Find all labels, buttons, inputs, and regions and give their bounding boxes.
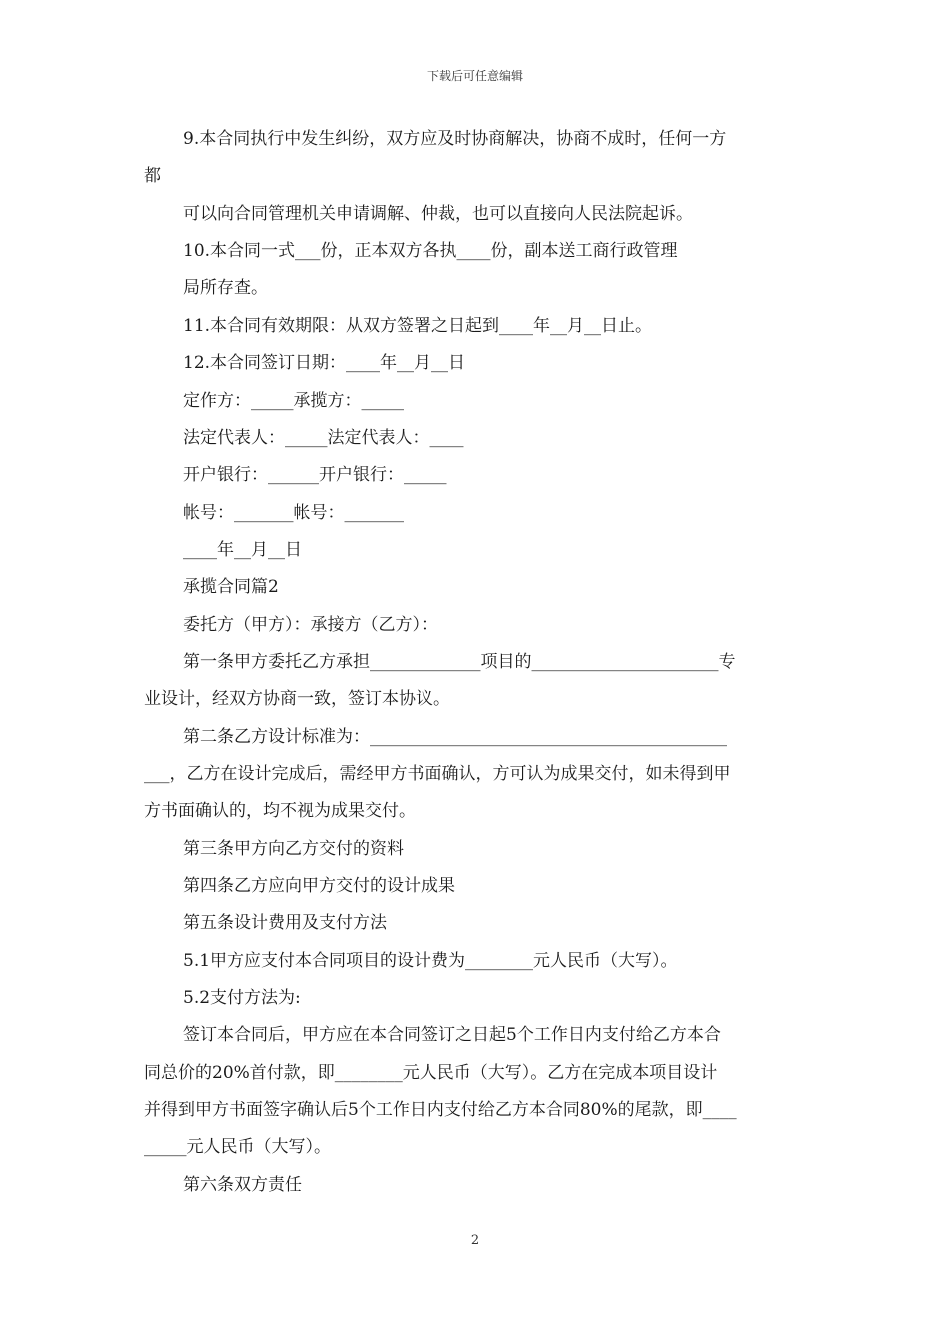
- text-line: _____元人民币（大写）。: [144, 1137, 331, 1157]
- text-line: 委托方（甲方）：承接方（乙方）：: [183, 615, 438, 635]
- page-number: 2: [470, 1233, 480, 1248]
- text-line: 10.本合同一式___份，正本双方各执____份，副本送工商行政管理: [183, 241, 678, 261]
- page-header: 下载后可任意编辑: [426, 69, 523, 83]
- text-line: 同总价的20%首付款，即________元人民币（大写）。乙方在完成本项目设计: [144, 1063, 718, 1083]
- text-line: 11.本合同有效期限：从双方签署之日起到____年__月__日止。: [183, 316, 653, 336]
- text-line: ___，乙方在设计完成后，需经甲方书面确认，方可认为成果交付，如未得到甲: [144, 764, 731, 784]
- text-line: 第二条乙方设计标准为：__________________________________________: [183, 727, 727, 747]
- text-line: 都: [144, 166, 161, 186]
- text-line: 定作方：_____承揽方：_____: [183, 391, 404, 411]
- text-line: 第三条甲方向乙方交付的资料: [183, 839, 404, 859]
- text-line: 帐号：_______帐号：_______: [183, 503, 404, 523]
- text-line: 签订本合同后，甲方应在本合同签订之日起5个工作日内支付给乙方本合: [183, 1025, 721, 1045]
- text-line: 12.本合同签订日期：____年__月__日: [183, 353, 466, 373]
- text-line: 第五条设计费用及支付方法: [183, 913, 387, 933]
- text-line: 业设计，经双方协商一致，签订本协议。: [144, 689, 450, 709]
- text-line: 法定代表人：_____法定代表人：____: [183, 428, 464, 448]
- text-line: 第六条双方责任: [183, 1175, 302, 1195]
- text-line: 第一条甲方委托乙方承担_____________项目的______________________专: [183, 652, 736, 672]
- text-line: 5.1甲方应支付本合同项目的设计费为________元人民币（大写）。: [183, 951, 678, 971]
- text-line: 承揽合同篇2: [183, 577, 279, 597]
- text-line: 局所存查。: [183, 278, 268, 298]
- text-line: 9.本合同执行中发生纠纷，双方应及时协商解决，协商不成时，任何一方: [183, 129, 727, 149]
- text-line: 开户银行：______开户银行：_____: [183, 465, 447, 485]
- text-line: 可以向合同管理机关申请调解、仲裁，也可以直接向人民法院起诉。: [183, 204, 693, 224]
- text-line: 并得到甲方书面签字确认后5个工作日内支付给乙方本合同80%的尾款，即____: [144, 1100, 737, 1120]
- text-line: 第四条乙方应向甲方交付的设计成果: [183, 876, 455, 896]
- text-line: ____年__月__日: [183, 540, 302, 560]
- text-line: 5.2支付方法为:: [183, 988, 301, 1008]
- text-line: 方书面确认的，均不视为成果交付。: [144, 801, 416, 821]
